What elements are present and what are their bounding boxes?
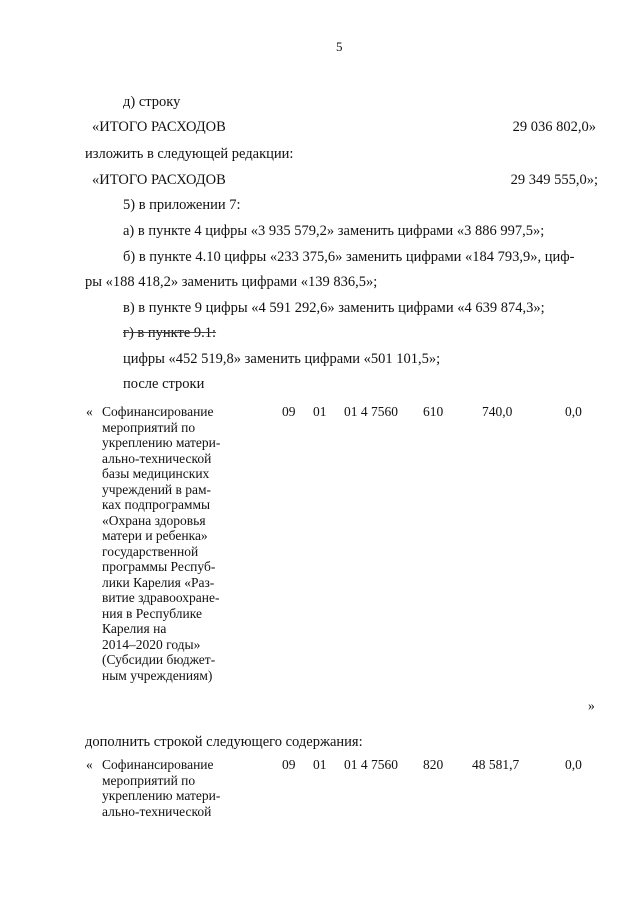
item-d: д) строку [123, 94, 181, 110]
row1-amount-2: 0,0 [565, 404, 582, 419]
item-g-digits: цифры «452 519,8» заменить цифрами «501 101,5»; [123, 351, 441, 367]
row1-desc-line: Карелия на [102, 621, 167, 636]
row1-target-article: 01 4 7560 [344, 404, 398, 419]
row2-section: 09 [282, 757, 296, 772]
row1-amount-1: 740,0 [482, 404, 513, 419]
item-5: 5) в приложении 7: [123, 197, 241, 213]
row1-expense-type: 610 [423, 404, 444, 419]
row1-desc-line: программы Респуб- [102, 559, 216, 574]
row2-target-article: 01 4 7560 [344, 757, 398, 772]
row1-desc-line: мероприятий по [102, 419, 196, 435]
row1-desc-line: укреплению матери- [102, 435, 221, 450]
row2-description [102, 757, 252, 819]
row1-desc-line: лики Карелия «Раз- [102, 574, 215, 590]
row1-desc-line: ния в Республике [102, 605, 202, 621]
itogo-old-label: «ИТОГО РАСХОДОВ [92, 119, 226, 135]
row1-desc-line: (Субсидии бюджет- [102, 652, 216, 667]
row1-subsection: 01 [313, 404, 327, 419]
row1-section: 09 [282, 404, 296, 419]
item-b-line2: ры «188 418,2» заменить цифрами «139 836,5»; [85, 274, 378, 290]
row1-close-quote: » [588, 698, 595, 713]
row1-desc-line: 2014–2020 годы» [102, 636, 201, 652]
row2-expense-type: 820 [423, 757, 444, 772]
row1-desc-line: ках подпрограммы [102, 497, 211, 512]
row1-desc-line: «Охрана здоровья [102, 512, 206, 528]
row1-desc-line: ально-технической [102, 450, 212, 466]
row1-desc-line: учреждений в рам- [102, 481, 212, 497]
row1-desc-line: ным учреждениям) [102, 667, 213, 683]
item-posle: после строки [123, 376, 205, 392]
row2-desc-line: мероприятий по [102, 772, 196, 788]
row1-desc-line: матери и ребенка» [102, 528, 208, 543]
item-b-line1: б) в пункте 4.10 цифры «233 375,6» заменить цифрами «184 793,9», циф- [123, 249, 575, 265]
item-dopolnit: дополнить строкой следующего содержания: [85, 734, 363, 750]
itogo-old-value: 29 036 802,0» [512, 119, 596, 135]
row2-desc-line: ально-технической [102, 803, 212, 819]
row1-description [102, 404, 252, 683]
row2-amount-1: 48 581,7 [472, 757, 520, 772]
row2-subsection: 01 [313, 757, 327, 772]
row2-desc-line: Софинансирование [102, 757, 214, 772]
itogo-new-value: 29 349 555,0»; [510, 172, 598, 188]
page-number: 5 [336, 39, 343, 54]
item-a: а) в пункте 4 цифры «3 935 579,2» заменить цифрами «3 886 997,5»; [123, 223, 545, 239]
izlozhit-text: изложить в следующей редакции: [85, 146, 294, 162]
row2-desc-line: укреплению матери- [102, 788, 221, 803]
item-g: г) в пункте 9.1: [123, 325, 217, 341]
row1-desc-line: государственной [102, 543, 199, 559]
row2-open-quote: « [86, 757, 93, 772]
itogo-new-label: «ИТОГО РАСХОДОВ [92, 172, 226, 188]
row2-amount-2: 0,0 [565, 757, 582, 772]
row1-desc-line: Софинансирование [102, 404, 214, 419]
item-v: в) в пункте 9 цифры «4 591 292,6» заменить цифрами «4 639 874,3»; [123, 300, 545, 316]
row1-desc-line: витие здравоохране- [102, 590, 220, 605]
row1-open-quote: « [86, 404, 93, 419]
row1-desc-line: базы медицинских [102, 466, 210, 481]
